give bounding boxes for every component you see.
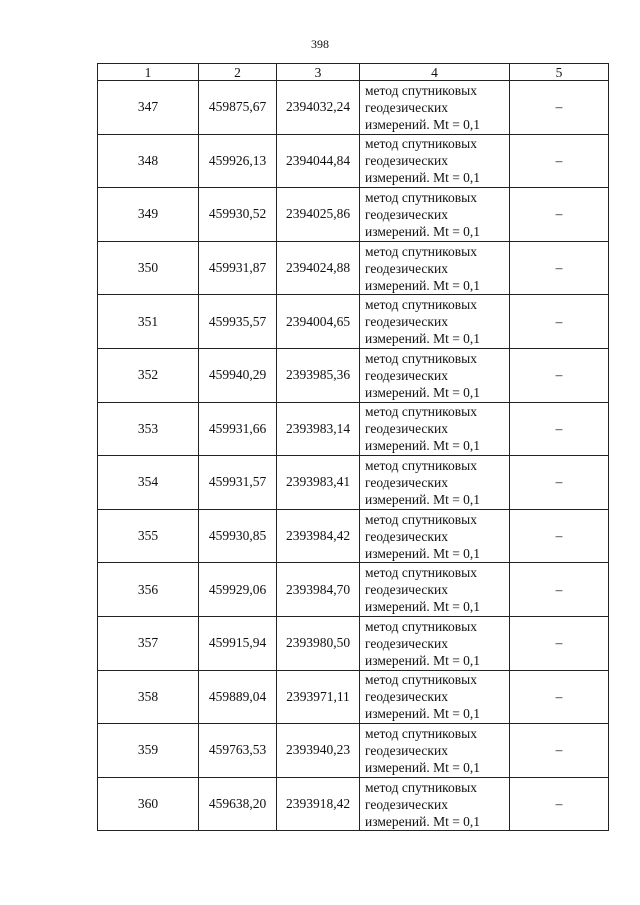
method-cell xyxy=(360,348,510,402)
note-cell: – xyxy=(510,670,609,724)
header-col-1: 1 xyxy=(98,64,199,81)
method-line: измерений. Mt = 0,1 xyxy=(365,438,481,454)
point-number-cell: 351 xyxy=(98,295,199,349)
method-line: измерений. Mt = 0,1 xyxy=(365,170,481,186)
point-number-cell: 347 xyxy=(98,81,199,135)
x-coordinate-cell: 459875,67 xyxy=(199,81,277,135)
table-row xyxy=(98,188,609,242)
table-row xyxy=(98,402,609,456)
table-row xyxy=(98,348,609,402)
coordinates-table xyxy=(97,63,609,831)
method-cell xyxy=(360,188,510,242)
method-line: геодезических xyxy=(365,314,448,330)
method-line: метод спутниковых xyxy=(365,725,477,741)
note-cell: – xyxy=(510,456,609,510)
note-cell: – xyxy=(510,81,609,135)
table-row xyxy=(98,456,609,510)
method-line: геодезических xyxy=(365,635,448,651)
y-coordinate-cell: 2393940,23 xyxy=(277,724,360,778)
method-line: геодезических xyxy=(365,99,448,115)
table-row xyxy=(98,724,609,778)
y-coordinate-cell: 2393980,50 xyxy=(277,616,360,670)
method-line: метод спутниковых xyxy=(365,565,477,581)
point-number-cell: 352 xyxy=(98,348,199,402)
x-coordinate-cell: 459931,57 xyxy=(199,456,277,510)
x-coordinate-cell: 459931,87 xyxy=(199,241,277,295)
method-cell xyxy=(360,295,510,349)
note-cell: – xyxy=(510,777,609,831)
method-line: метод спутниковых xyxy=(365,136,477,152)
method-cell xyxy=(360,670,510,724)
header-row xyxy=(98,64,609,81)
method-line: метод спутниковых xyxy=(365,350,477,366)
table-row xyxy=(98,616,609,670)
method-cell xyxy=(360,563,510,617)
x-coordinate-cell: 459930,52 xyxy=(199,188,277,242)
x-coordinate-cell: 459763,53 xyxy=(199,724,277,778)
table-row xyxy=(98,295,609,349)
method-line: метод спутниковых xyxy=(365,672,477,688)
header-col-3: 3 xyxy=(277,64,360,81)
header-col-5: 5 xyxy=(510,64,609,81)
note-cell: – xyxy=(510,616,609,670)
method-line: геодезических xyxy=(365,689,448,705)
point-number-cell: 348 xyxy=(98,134,199,188)
method-line: геодезических xyxy=(365,528,448,544)
point-number-cell: 358 xyxy=(98,670,199,724)
method-line: метод спутниковых xyxy=(365,404,477,420)
method-line: измерений. Mt = 0,1 xyxy=(365,223,481,239)
table-row xyxy=(98,563,609,617)
point-number-cell: 355 xyxy=(98,509,199,563)
x-coordinate-cell: 459930,85 xyxy=(199,509,277,563)
x-coordinate-cell: 459931,66 xyxy=(199,402,277,456)
point-number-cell: 349 xyxy=(98,188,199,242)
y-coordinate-cell: 2394032,24 xyxy=(277,81,360,135)
y-coordinate-cell: 2393984,70 xyxy=(277,563,360,617)
method-line: измерений. Mt = 0,1 xyxy=(365,599,481,615)
x-coordinate-cell: 459638,20 xyxy=(199,777,277,831)
x-coordinate-cell: 459915,94 xyxy=(199,616,277,670)
method-line: геодезических xyxy=(365,742,448,758)
method-line: геодезических xyxy=(365,582,448,598)
y-coordinate-cell: 2394044,84 xyxy=(277,134,360,188)
method-line: измерений. Mt = 0,1 xyxy=(365,813,481,829)
method-line: геодезических xyxy=(365,367,448,383)
method-line: геодезических xyxy=(365,421,448,437)
point-number-cell: 354 xyxy=(98,456,199,510)
y-coordinate-cell: 2394024,88 xyxy=(277,241,360,295)
table-row xyxy=(98,81,609,135)
method-line: геодезических xyxy=(365,153,448,169)
method-line: измерений. Mt = 0,1 xyxy=(365,652,481,668)
page-number: 398 xyxy=(311,37,329,51)
note-cell: – xyxy=(510,563,609,617)
point-number-cell: 353 xyxy=(98,402,199,456)
method-line: измерений. Mt = 0,1 xyxy=(365,277,481,293)
x-coordinate-cell: 459940,29 xyxy=(199,348,277,402)
point-number-cell: 360 xyxy=(98,777,199,831)
note-cell: – xyxy=(510,295,609,349)
note-cell: – xyxy=(510,134,609,188)
header-col-4: 4 xyxy=(360,64,510,81)
header-col-2: 2 xyxy=(199,64,277,81)
note-cell: – xyxy=(510,509,609,563)
y-coordinate-cell: 2394004,65 xyxy=(277,295,360,349)
table-row xyxy=(98,509,609,563)
method-line: метод спутниковых xyxy=(365,243,477,259)
method-cell xyxy=(360,509,510,563)
x-coordinate-cell: 459889,04 xyxy=(199,670,277,724)
table-row xyxy=(98,777,609,831)
method-line: метод спутниковых xyxy=(365,779,477,795)
method-cell xyxy=(360,134,510,188)
method-cell xyxy=(360,402,510,456)
point-number-cell: 350 xyxy=(98,241,199,295)
y-coordinate-cell: 2393984,42 xyxy=(277,509,360,563)
y-coordinate-cell: 2393985,36 xyxy=(277,348,360,402)
x-coordinate-cell: 459935,57 xyxy=(199,295,277,349)
method-line: геодезических xyxy=(365,474,448,490)
y-coordinate-cell: 2393971,11 xyxy=(277,670,360,724)
method-line: геодезических xyxy=(365,206,448,222)
method-line: измерений. Mt = 0,1 xyxy=(365,331,481,347)
note-cell: – xyxy=(510,241,609,295)
method-cell xyxy=(360,81,510,135)
x-coordinate-cell: 459929,06 xyxy=(199,563,277,617)
table-row xyxy=(98,134,609,188)
method-cell xyxy=(360,777,510,831)
y-coordinate-cell: 2394025,86 xyxy=(277,188,360,242)
method-line: геодезических xyxy=(365,796,448,812)
method-line: измерений. Mt = 0,1 xyxy=(365,384,481,400)
method-line: метод спутниковых xyxy=(365,457,477,473)
point-number-cell: 357 xyxy=(98,616,199,670)
table-body xyxy=(98,81,609,831)
y-coordinate-cell: 2393983,41 xyxy=(277,456,360,510)
method-cell xyxy=(360,456,510,510)
point-number-cell: 359 xyxy=(98,724,199,778)
method-line: метод спутниковых xyxy=(365,297,477,313)
method-line: геодезических xyxy=(365,260,448,276)
method-cell xyxy=(360,616,510,670)
method-line: измерений. Mt = 0,1 xyxy=(365,116,481,132)
table-row xyxy=(98,670,609,724)
note-cell: – xyxy=(510,348,609,402)
method-line: метод спутниковых xyxy=(365,189,477,205)
table-row xyxy=(98,241,609,295)
y-coordinate-cell: 2393983,14 xyxy=(277,402,360,456)
note-cell: – xyxy=(510,402,609,456)
method-line: измерений. Mt = 0,1 xyxy=(365,706,481,722)
method-cell xyxy=(360,724,510,778)
method-cell xyxy=(360,241,510,295)
method-line: измерений. Mt = 0,1 xyxy=(365,545,481,561)
point-number-cell: 356 xyxy=(98,563,199,617)
method-line: метод спутниковых xyxy=(365,82,477,98)
method-line: метод спутниковых xyxy=(365,511,477,527)
method-line: метод спутниковых xyxy=(365,618,477,634)
method-line: измерений. Mt = 0,1 xyxy=(365,491,481,507)
x-coordinate-cell: 459926,13 xyxy=(199,134,277,188)
y-coordinate-cell: 2393918,42 xyxy=(277,777,360,831)
note-cell: – xyxy=(510,724,609,778)
method-line: измерений. Mt = 0,1 xyxy=(365,759,481,775)
note-cell: – xyxy=(510,188,609,242)
